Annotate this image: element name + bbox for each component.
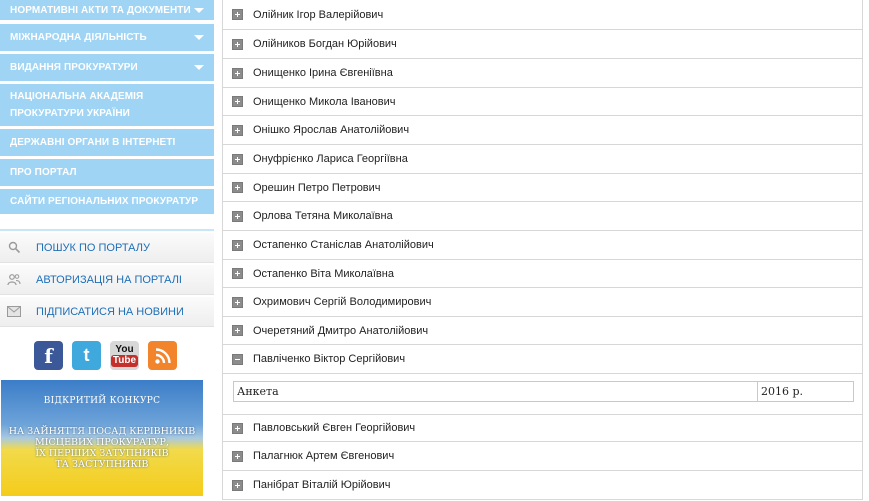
person-name: Очеретяний Дмитро Анатолійович <box>253 324 429 337</box>
person-name: Онищенко Микола Іванович <box>253 95 396 108</box>
list-item[interactable] <box>222 317 863 345</box>
expand-icon[interactable] <box>232 297 243 308</box>
list-item[interactable] <box>222 260 863 288</box>
expand-icon[interactable] <box>232 211 243 222</box>
expand-icon[interactable] <box>232 96 243 107</box>
expand-icon[interactable] <box>232 182 243 193</box>
twitter-glyph: t <box>83 345 90 365</box>
person-name: Орешин Петро Петрович <box>253 181 381 194</box>
expand-icon[interactable] <box>232 480 243 491</box>
nav-item-label: МІЖНАРОДНА ДІЯЛЬНІСТЬ <box>10 32 147 43</box>
expand-icon[interactable] <box>232 451 243 462</box>
banner-title: ВІДКРИТИЙ КОНКУРС <box>43 396 161 406</box>
person-name: Остапенко Станіслав Анатолійович <box>253 239 434 251</box>
list-item[interactable] <box>222 174 863 202</box>
nav-item-label: НОРМАТИВНІ АКТИ ТА ДОКУМЕНТИ <box>10 4 191 16</box>
person-name: Охримович Сергій Володимирович <box>253 296 432 308</box>
list-item[interactable] <box>222 0 863 30</box>
person-name: Олійников Богдан Юрійович <box>253 38 397 50</box>
nav-item-label: НАЦІОНАЛЬНА АКАДЕМІЯ ПРОКУРАТУРИ УКРАЇНИ <box>10 91 144 119</box>
chevron-down-icon <box>194 65 204 70</box>
person-name: Орлова Тетяна Миколаївна <box>253 210 393 222</box>
search-portal-label: ПОШУК ПО ПОРТАЛУ <box>36 241 150 254</box>
contest-banner[interactable] <box>1 380 203 496</box>
list-item[interactable] <box>222 442 863 471</box>
youtube-icon[interactable] <box>110 341 139 370</box>
banner-text: НА ЗАЙНЯТТЯ ПОСАД КЕРІВНИКІВ МІСЦЕВИХ ПРОКУРАТУР, ЇХ ПЕРШИХ ЗАТУПНИКІВ ТА ЗАСТУПНИКІВ <box>8 426 196 470</box>
person-name: Павловський Євген Георгійович <box>253 422 416 434</box>
chevron-down-icon <box>194 8 204 13</box>
search-icon <box>7 241 21 255</box>
social-links <box>34 341 177 370</box>
list-item[interactable] <box>222 202 863 231</box>
mail-icon <box>7 305 21 319</box>
nav-item-label: ВИДАННЯ ПРОКУРАТУРИ <box>10 62 138 73</box>
login-portal-link[interactable] <box>0 265 214 295</box>
nav-item-regional-sites[interactable] <box>0 189 214 214</box>
nav-item-publications[interactable] <box>0 54 214 81</box>
expand-icon[interactable] <box>232 423 243 434</box>
expand-icon[interactable] <box>232 154 243 165</box>
list-item[interactable] <box>222 88 863 116</box>
expand-icon[interactable] <box>232 125 243 136</box>
sidebar <box>0 0 214 501</box>
youtube-you-text: You <box>115 344 134 355</box>
people-list <box>222 0 863 501</box>
list-item[interactable] <box>222 145 863 174</box>
nav-item-international[interactable] <box>0 24 214 51</box>
detail-table <box>233 381 854 402</box>
expand-icon[interactable] <box>232 240 243 251</box>
chevron-down-icon <box>194 35 204 40</box>
login-portal-label: АВТОРИЗАЦІЯ НА ПОРТАЛІ <box>36 273 182 286</box>
person-name: Онішко Ярослав Анатолійович <box>253 124 410 136</box>
person-name: Остапенко Віта Миколаївна <box>253 267 394 280</box>
person-name: Онуфрієнко Лариса Георгіївна <box>253 153 408 165</box>
list-item-expanded[interactable] <box>222 345 863 374</box>
subscribe-news-link[interactable] <box>0 297 214 327</box>
nav-item-about-portal[interactable] <box>0 159 214 186</box>
person-name: Палагнюк Артем Євгенович <box>253 450 395 462</box>
expand-icon[interactable] <box>232 39 243 50</box>
person-name: Павліченко Віктор Сергійович <box>253 353 406 365</box>
list-item[interactable] <box>222 288 863 317</box>
facebook-icon[interactable] <box>34 341 63 370</box>
list-item[interactable] <box>222 30 863 59</box>
expand-icon[interactable] <box>232 9 243 20</box>
person-name: Онищенко Ірина Євгеніївна <box>253 67 393 79</box>
divider <box>0 229 214 231</box>
nav-item-normative-acts[interactable] <box>0 0 214 20</box>
facebook-glyph: f <box>44 343 53 368</box>
person-name: Олійник Ігор Валерійович <box>253 8 384 21</box>
nav-item-label: САЙТИ РЕГІОНАЛЬНИХ ПРОКУРАТУР <box>10 196 199 207</box>
expand-icon[interactable] <box>232 68 243 79</box>
person-detail <box>222 374 863 414</box>
youtube-tube-text: Tube <box>112 355 137 366</box>
nav-item-state-bodies[interactable] <box>0 129 214 156</box>
twitter-icon[interactable] <box>72 341 101 370</box>
collapse-icon[interactable] <box>232 354 243 365</box>
search-portal-link[interactable] <box>0 233 214 263</box>
list-item[interactable] <box>222 471 863 500</box>
subscribe-news-label: ПІДПИСАТИСЯ НА НОВИНИ <box>36 305 184 318</box>
list-item[interactable] <box>222 116 863 145</box>
nav-item-academy[interactable] <box>0 84 214 126</box>
list-item[interactable] <box>222 414 863 442</box>
list-item[interactable] <box>222 59 863 88</box>
rss-icon[interactable] <box>148 341 177 370</box>
person-name: Панібрат Віталій Юрійович <box>253 479 391 491</box>
expand-icon[interactable] <box>232 325 243 336</box>
questionnaire-link[interactable]: Анкета <box>234 382 758 401</box>
users-icon <box>7 273 21 287</box>
nav-item-label: ПРО ПОРТАЛ <box>10 167 77 178</box>
detail-year: 2016 р. <box>761 385 804 398</box>
nav-item-label: ДЕРЖАВНІ ОРГАНИ В ІНТЕРНЕТІ <box>10 137 176 148</box>
list-item[interactable] <box>222 231 863 260</box>
expand-icon[interactable] <box>232 268 243 279</box>
